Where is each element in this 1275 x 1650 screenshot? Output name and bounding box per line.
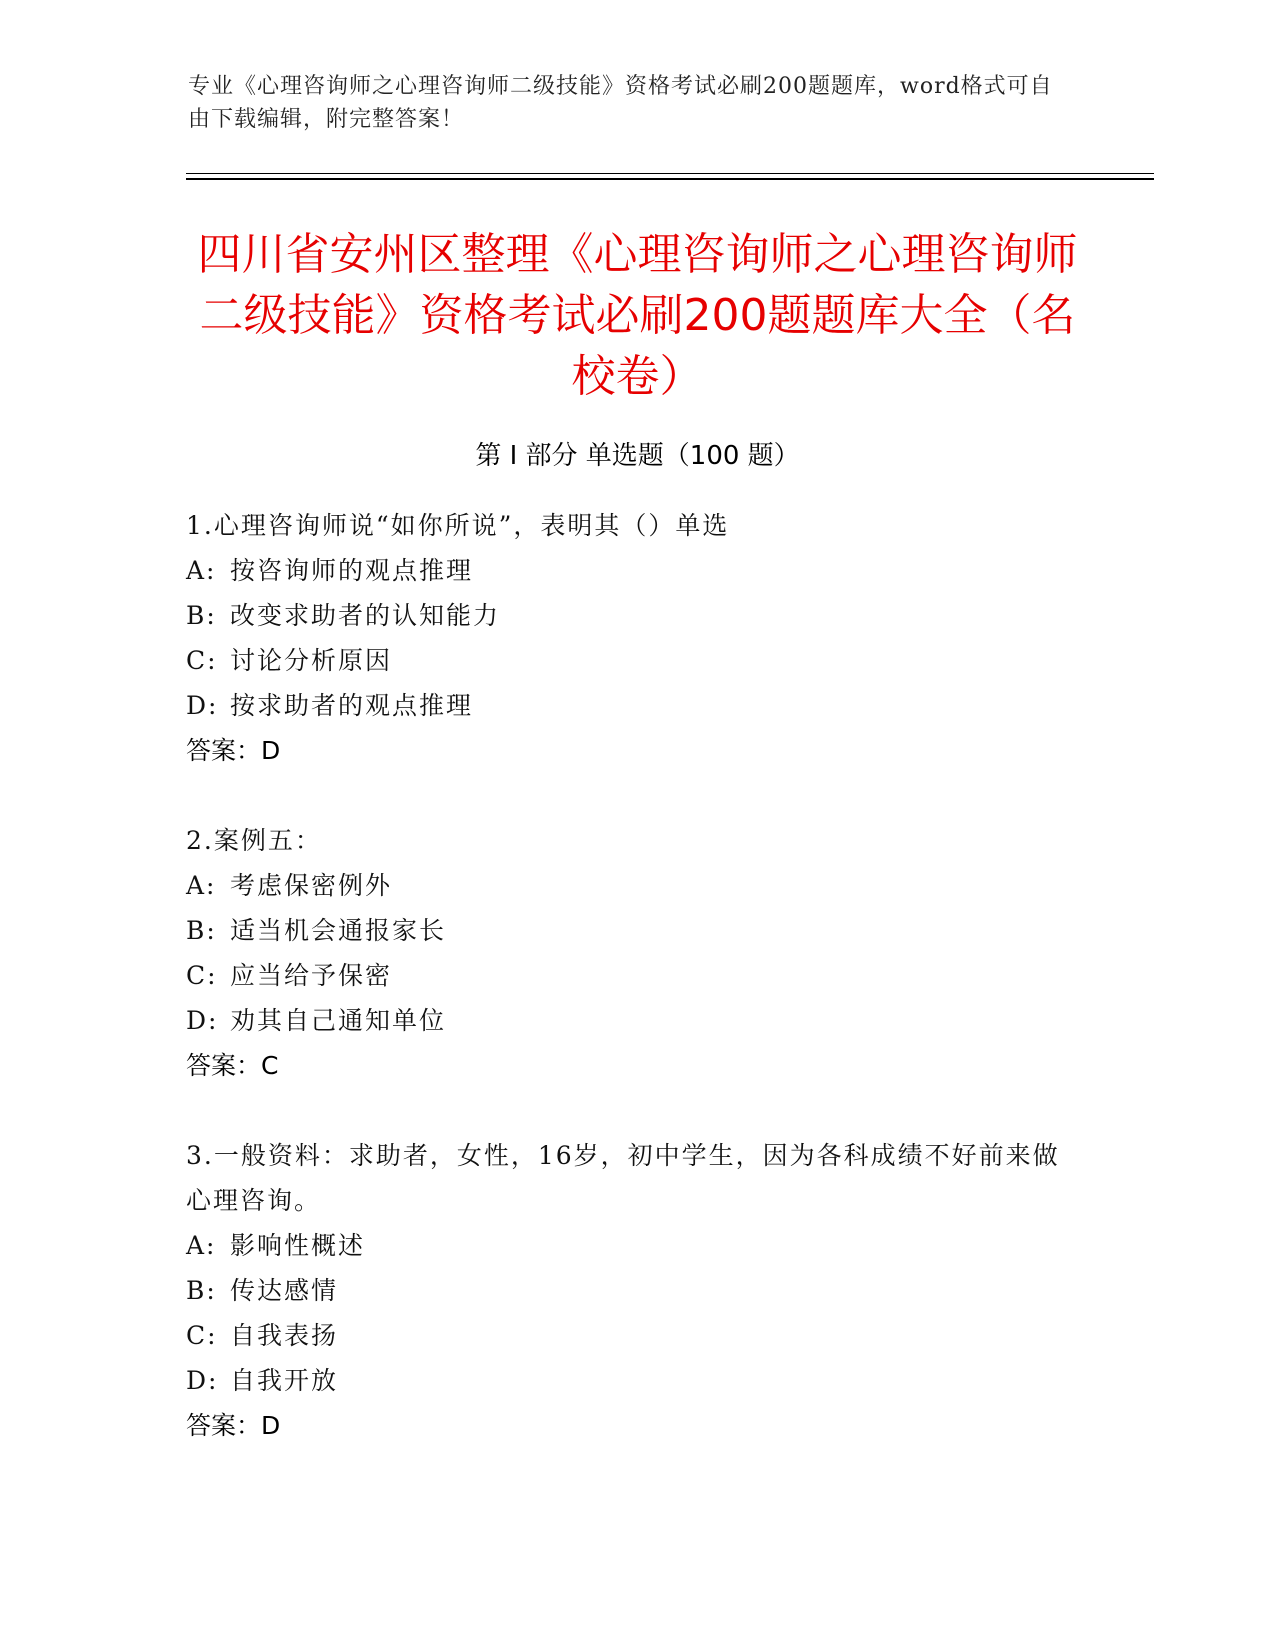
answer-line: 答案：C [186,1051,279,1080]
header-divider-thick [186,178,1154,180]
option-letter: D: [186,1006,219,1035]
option-letter: D: [186,691,219,720]
answer-line: 答案：D [186,1411,281,1440]
option-a [186,863,1086,908]
option-text: 改变求助者的认知能力 [230,601,501,630]
question-2 [186,818,1086,1088]
option-letter: C: [186,646,218,675]
option-b [186,593,1086,638]
option-d [186,998,1086,1043]
question-stem: 3.一般资料：求助者，女性，16岁，初中学生，因为各科成绩不好前来做心理咨询。 [186,1141,1060,1215]
option-letter: A: [186,1231,217,1260]
header-note: 专业《心理咨询师之心理咨询师二级技能》资格考试必刷200题题库，word格式可自由下载编辑，附完整答案！ [188,74,1053,132]
answer-line: 答案：D [186,736,281,765]
option-a [186,548,1086,593]
option-text: 影响性概述 [230,1231,366,1260]
option-text: 按咨询师的观点推理 [230,556,474,585]
option-d [186,683,1086,728]
document-title: 四川省安州区整理《心理咨询师之心理咨询师二级技能》资格考试必刷200题题库大全（名校卷） [197,229,1078,402]
option-text: 应当给予保密 [230,961,393,990]
option-text: 传达感情 [230,1276,339,1305]
option-c [186,1313,1086,1358]
option-letter: D: [186,1366,219,1395]
question-1 [186,503,1086,773]
option-b [186,908,1086,953]
header-divider-thin [186,173,1154,174]
option-letter: C: [186,1321,218,1350]
option-c [186,953,1086,998]
section-heading: 第 I 部分 单选题（100 题） [475,441,800,471]
option-text: 自我开放 [230,1366,339,1395]
option-letter: B: [186,1276,217,1305]
option-c [186,638,1086,683]
option-text: 按求助者的观点推理 [230,691,474,720]
option-b [186,1268,1086,1313]
option-text: 自我表扬 [230,1321,339,1350]
option-text: 讨论分析原因 [230,646,393,675]
option-letter: A: [186,871,217,900]
option-letter: C: [186,961,218,990]
option-text: 劝其自己通知单位 [230,1006,447,1035]
option-letter: B: [186,601,217,630]
option-letter: A: [186,556,217,585]
question-stem: 2.案例五： [186,826,322,855]
option-d [186,1358,1086,1403]
option-text: 适当机会通报家长 [230,916,447,945]
question-stem: 1.心理咨询师说“如你所说”，表明其（）单选 [186,511,730,540]
option-letter: B: [186,916,217,945]
option-text: 考虑保密例外 [230,871,393,900]
question-3 [186,1133,1086,1448]
option-a [186,1223,1086,1268]
